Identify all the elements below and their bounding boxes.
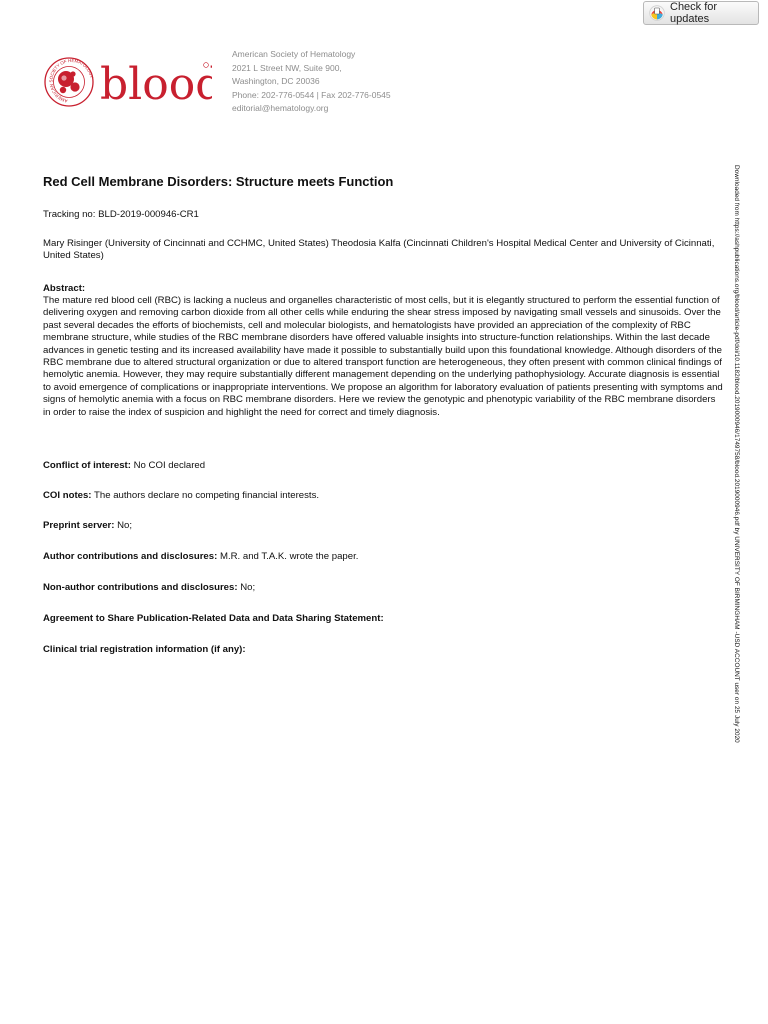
field-label: Agreement to Share Publication-Related Data and Data Sharing Statement: [43,613,384,624]
seal-text: AMERICAN SOCIETY OF HEMATOLOGY [48,58,95,104]
field-label: Author contributions and disclosures: [43,551,218,562]
address-line: American Society of Hematology [232,49,356,59]
tracking-number: Tracking no: BLD-2019-000946-CR1 [43,209,199,220]
conflict-of-interest [43,460,205,472]
author-contributions [43,551,358,563]
logo-wordmark: blood [100,59,212,110]
publisher-address [232,48,391,116]
field-label: Preprint server: [43,520,115,531]
field-label: Conflict of interest: [43,460,131,471]
field-label: COI notes: [43,490,92,501]
non-author-contributions [43,582,255,594]
data-sharing-statement [43,613,384,625]
check-for-updates-label: Check for updates [670,1,718,25]
field-value: No COI declared [130,460,206,471]
article-title: Red Cell Membrane Disorders: Structure meets Function [43,174,394,189]
address-line: Washington, DC 20036 [232,76,320,87]
crossmark-icon [649,5,665,21]
field-label: Clinical trial registration information (if any): [43,644,246,655]
abstract-text: The mature red blood cell (RBC) is lacking a nucleus and organelles characteristic of most cells, but it is elegantly structured to perform the essential function of delivering oxygen and removing carbon dioxide from all other cells while enduring the shear stress imposed by navigating small vessels and sinusoids. Over the past several decades the efforts of biochemists, cell and molecular biologists, and hematologists have provided an appreciation of the complexity of RBC membrane structure, while studies of the RBC membrane disorders have offered valuable insights into structure-function relationships. Within the last decade advances in genetic testing and its increased availability have made it possible to substantially build upon this foundational knowledge. Although disorders of the RBC membrane due to altered structural organization or due to altered transport function are heterogeneous, they often present with common clinical findings of hemolytic anemia. However, they may require substantially different management depending on the underlying pathophysiology. Accurate diagnosis is essential to avoid emergence of complications or inappropriate interventions. We propose an algorithm for laboratory evaluation of patients presenting with symptoms and signs of hemolytic anemia with a focus on RBC membrane disorders. Here we review the genotypic and phenotypic variability of the RBC membrane disorders in order to raise the index of suspicion and highlight the need for correct and timely diagnosis. [43,295,723,418]
field-value: The authors declare no competing financial interests. [91,490,320,501]
field-value: M.R. and T.A.K. wrote the paper. [217,551,359,562]
author-list: Mary Risinger (University of Cincinnati and CCHMC, United States) Theodosia Kalfa (Cincinnati Children's Hospital Medical Center and University of Cicinnati, United States) [43,238,715,262]
blood-journal-logo [42,54,212,110]
address-line: Phone: 202-776-0544 | Fax 202-776-0545 [232,89,391,100]
preprint-server [43,520,132,532]
check-for-updates-button[interactable] [643,1,759,25]
clinical-trial-registration [43,644,246,656]
address-line: 2021 L Street NW, Suite 900, [232,62,342,73]
abstract-heading: Abstract: [43,283,86,294]
field-value: No; [114,520,133,531]
field-value: No; [237,582,256,593]
download-stamp: Downloaded from https://ashpublications.org/blood/article-pdf/doi/10.1182/blood.2019000946/1749758/blood.2019000946.pdf by UNIVERSITY OF BIRMINGHAM -USD ACCOUNT user on 25 July 2020 [733,165,740,743]
coi-notes [43,490,319,502]
editorial-email: editorial@hematology.org [232,103,329,114]
field-label: Non-author contributions and disclosures: [43,582,238,593]
